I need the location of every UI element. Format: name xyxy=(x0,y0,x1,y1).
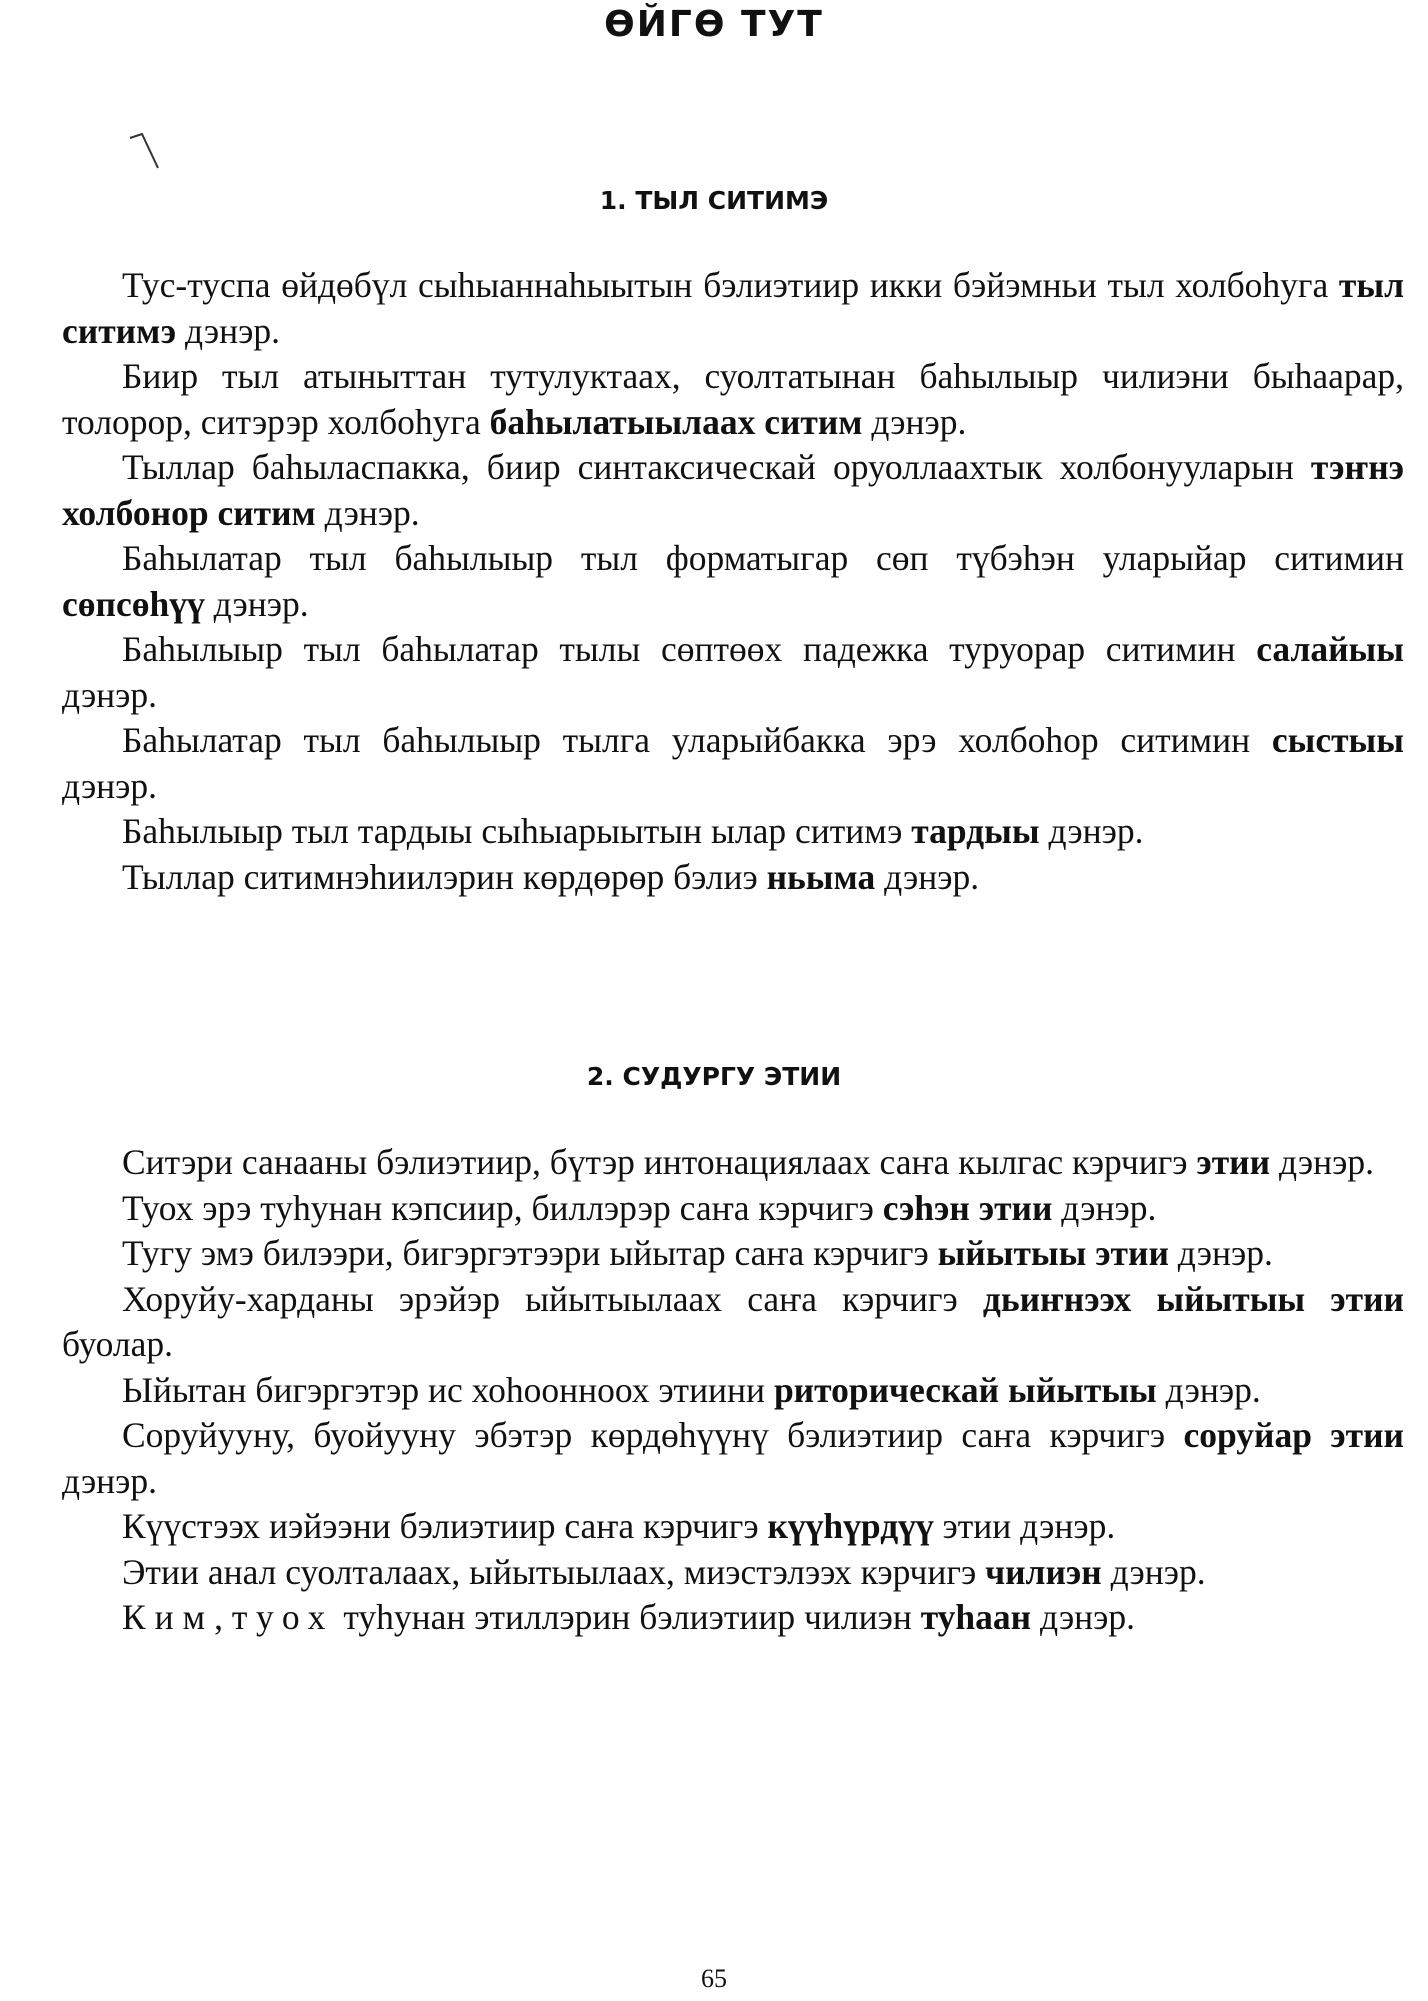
text-run: дэнэр. xyxy=(862,401,967,442)
paragraph xyxy=(62,1277,1404,1368)
term-bold: этии xyxy=(1196,1142,1271,1182)
term-bold: күүһүрдүү xyxy=(767,1506,934,1546)
paragraph xyxy=(62,1231,1404,1277)
text-run: дэнэр. xyxy=(315,492,420,533)
text-run: дэнэр. xyxy=(176,310,280,351)
term-bold: чилиэн xyxy=(985,1551,1102,1592)
text-run: дэнэр. xyxy=(1039,811,1144,851)
text-run: Туох эрэ туһунан кэпсиир, биллэрэр саҥа кэрчигэ xyxy=(122,1187,883,1228)
term-bold: тэҥнэ холбонор ситим xyxy=(62,447,1404,533)
text-run: Тус-туспа өйдөбүл сыһыаннаһыытын бэлиэтиир икки бэйэмньи тыл холбоһуга xyxy=(122,265,1339,305)
text-run: Күүстээх иэйээни бэлиэтиир саҥа кэрчигэ xyxy=(122,1506,768,1546)
paragraph xyxy=(62,1413,1404,1504)
paragraph xyxy=(62,1550,1404,1596)
section-heading-1: 1. ТЫЛ СИТИМЭ xyxy=(599,186,829,215)
term-bold: риторическай ыйытыы xyxy=(773,1369,1157,1410)
section-body-1 xyxy=(62,263,1404,900)
text-run: дэнэр. xyxy=(62,1460,158,1501)
text-run: дэнэр. xyxy=(875,856,980,897)
term-bold: сэһэн этии xyxy=(882,1187,1053,1228)
text-run: туох xyxy=(231,1597,335,1637)
text-run: Тыллар ситимнэһиилэрин көрдөрөр бэлиэ xyxy=(122,856,767,897)
paragraph xyxy=(62,1140,1404,1186)
page-number: 65 xyxy=(701,1964,727,1993)
text-run: Биир тыл атыныттан тутулуктаах, суолтатынан баһылыыр чилиэни быһаарар, толорор, ситэрэр холбоһуга xyxy=(62,356,1404,442)
term-bold: ньыма xyxy=(766,856,876,897)
stray-mark xyxy=(128,132,168,174)
text-run: дэнэр. xyxy=(1031,1597,1136,1637)
paragraph xyxy=(62,445,1404,536)
paragraph xyxy=(62,1595,1404,1641)
text-run: Ыйытан бигэргэтэр ис хоһоонноох этиини xyxy=(122,1369,774,1410)
text-run: дэнэр. xyxy=(1156,1369,1261,1410)
paragraph xyxy=(62,536,1404,627)
text-run: Баһылыыр тыл тардыы сыһыарыытын ылар ситимэ xyxy=(122,811,912,851)
term-bold: дьиҥнээх ыйытыы этии xyxy=(982,1278,1404,1319)
text-run: этии дэнэр. xyxy=(933,1506,1116,1546)
text-run: Ситэри санааны бэлиэтиир, бүтэр интонациялаах саҥа кылгас кэрчигэ xyxy=(122,1142,1197,1182)
paragraph xyxy=(62,354,1404,445)
text-run: Баһылатар тыл баһылыыр тылга уларыйбакка эрэ холбоһор ситимин xyxy=(122,720,1272,760)
text-run: Баһылатар тыл баһылыыр тыл форматыгар сөп түбэһэн уларыйар ситимин xyxy=(122,538,1404,578)
text-run: Тугу эмэ билээри, бигэргэтээри ыйытар саҥа кэрчигэ xyxy=(122,1233,938,1273)
text-run: дэнэр. xyxy=(204,583,309,624)
text-run: Хоруйу-харданы эрэйэр ыйытыылаах саҥа кэрчигэ xyxy=(122,1278,983,1319)
paragraph xyxy=(62,263,1404,354)
term-bold: ыйытыы этии xyxy=(937,1233,1169,1273)
term-bold: сөпсөһүү xyxy=(62,583,205,624)
paragraph xyxy=(62,855,1404,901)
text-run: Тыллар баһыласпакка, биир синтаксическай оруоллаахтык холбонууларын xyxy=(122,447,1311,487)
text-run: дэнэр. xyxy=(1270,1142,1375,1182)
text-run: дэнэр. xyxy=(1052,1187,1157,1228)
paragraph xyxy=(62,809,1404,855)
term-bold: салайыы xyxy=(1256,629,1404,669)
paragraph xyxy=(62,627,1404,718)
term-bold: туһаан xyxy=(920,1597,1032,1637)
term-bold: тардыы xyxy=(911,811,1040,851)
text-run: , xyxy=(214,1597,232,1637)
term-bold: баһылатыылаах ситим xyxy=(489,401,863,442)
text-run: Баһылыыр тыл баһылатар тылы сөптөөх падежка туруорар ситимин xyxy=(122,629,1257,669)
term-bold: тыл ситимэ xyxy=(62,265,1404,351)
text-run: Соруйууну, буойууну эбэтэр көрдөһүүнү бэлиэтиир саҥа кэрчигэ xyxy=(122,1415,1184,1455)
term-bold: сыстыы xyxy=(1271,720,1404,760)
text-run: дэнэр. xyxy=(62,765,158,806)
paragraph xyxy=(62,718,1404,809)
paragraph xyxy=(62,1186,1404,1232)
text-run: дэнэр. xyxy=(1168,1233,1273,1273)
text-run: дэнэр. xyxy=(1101,1551,1206,1592)
text-run: туһунан этиллэрин бэлиэтиир чилиэн xyxy=(334,1597,921,1637)
text-run: дэнэр. xyxy=(62,674,158,715)
section-body-2 xyxy=(62,1140,1404,1641)
paragraph xyxy=(62,1368,1404,1414)
text-run: Ким xyxy=(122,1597,215,1637)
paragraph xyxy=(62,1504,1404,1550)
section-heading-2: 2. СУДУРГУ ЭТИИ xyxy=(586,1062,842,1091)
text-run: буолар. xyxy=(62,1324,173,1364)
term-bold: соруйар этии xyxy=(1183,1415,1404,1455)
text-run: Этии анал суолталаах, ыйытыылаах, миэстэлээх кэрчигэ xyxy=(122,1551,986,1592)
page-title: ӨЙГӨ ТУТ xyxy=(604,4,824,45)
